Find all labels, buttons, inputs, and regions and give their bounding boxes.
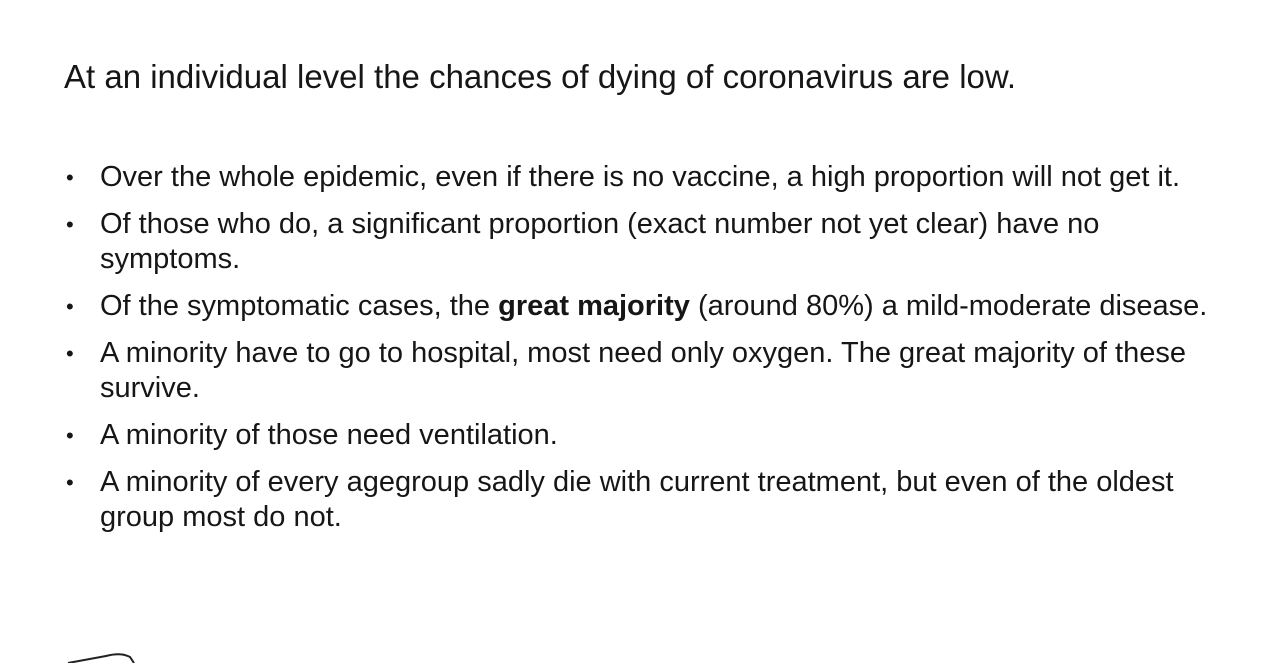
bullet-item bbox=[64, 336, 1234, 406]
bullet-item bbox=[64, 207, 1234, 277]
bullet-item bbox=[64, 418, 1234, 453]
bullet-list bbox=[64, 160, 1234, 547]
bullet-text: A minority of every agegroup sadly die with current treatment, but even of the oldest group most do not. bbox=[100, 466, 1174, 533]
bullet-dot-icon: • bbox=[66, 341, 74, 366]
bullet-text: A minority have to go to hospital, most need only oxygen. The great majority of these survive. bbox=[100, 337, 1186, 404]
bullet-text-before: Of the symptomatic cases, the bbox=[100, 290, 499, 322]
bullet-text: A minority of those need ventilation. bbox=[100, 419, 558, 451]
slide-heading: At an individual level the chances of dying of coronavirus are low. bbox=[64, 58, 1017, 95]
bullet-dot-icon: • bbox=[66, 470, 74, 495]
bullet-dot-icon: • bbox=[66, 212, 74, 237]
bullet-text: Of those who do, a significant proportion (exact number not yet clear) have no symptoms. bbox=[100, 208, 1100, 275]
bullet-dot-icon: • bbox=[66, 165, 74, 190]
bullet-dot-icon: • bbox=[66, 423, 74, 448]
bullet-text-after: (around 80%) a mild-moderate disease. bbox=[689, 290, 1208, 322]
bullet-item bbox=[64, 160, 1234, 195]
partial-shape-icon bbox=[66, 652, 136, 663]
bullet-text-bold: great majority bbox=[498, 290, 690, 322]
bullet-item bbox=[64, 465, 1234, 535]
bullet-text: Over the whole epidemic, even if there is no vaccine, a high proportion will not get it. bbox=[100, 161, 1181, 193]
bullet-item bbox=[64, 289, 1234, 324]
bullet-dot-icon: • bbox=[66, 294, 74, 319]
